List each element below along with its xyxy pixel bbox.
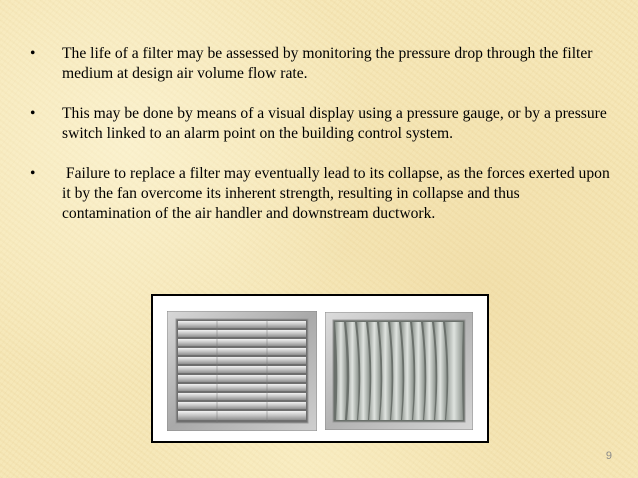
bullet-text: The life of a filter may be assessed by monitoring the pressure drop through the filter medium at design air volume flow rate. bbox=[62, 45, 593, 82]
bullet-marker: • bbox=[30, 45, 36, 62]
bullet-text: This may be done by means of a visual display using a pressure gauge, or by a pressure switch linked to an alarm point on the building control system. bbox=[62, 105, 607, 142]
bullet-marker: • bbox=[30, 105, 36, 122]
filter-comparison-photo bbox=[151, 294, 489, 443]
bullet-item bbox=[30, 104, 610, 144]
bullet-item bbox=[30, 44, 610, 84]
bullet-text: Failure to replace a filter may eventually lead to its collapse, as the forces exerted upon it by the fan overcome its inherent strength, resulting in collapse and thus contamination of the air handler and downstream ductwork. bbox=[62, 165, 614, 222]
page-number: 9 bbox=[605, 450, 612, 462]
bullet-item bbox=[30, 164, 614, 224]
collapsed-filter-image bbox=[325, 312, 473, 430]
clean-filter-image bbox=[167, 311, 317, 431]
bullet-list bbox=[30, 44, 614, 224]
bullet-marker: • bbox=[30, 165, 36, 182]
